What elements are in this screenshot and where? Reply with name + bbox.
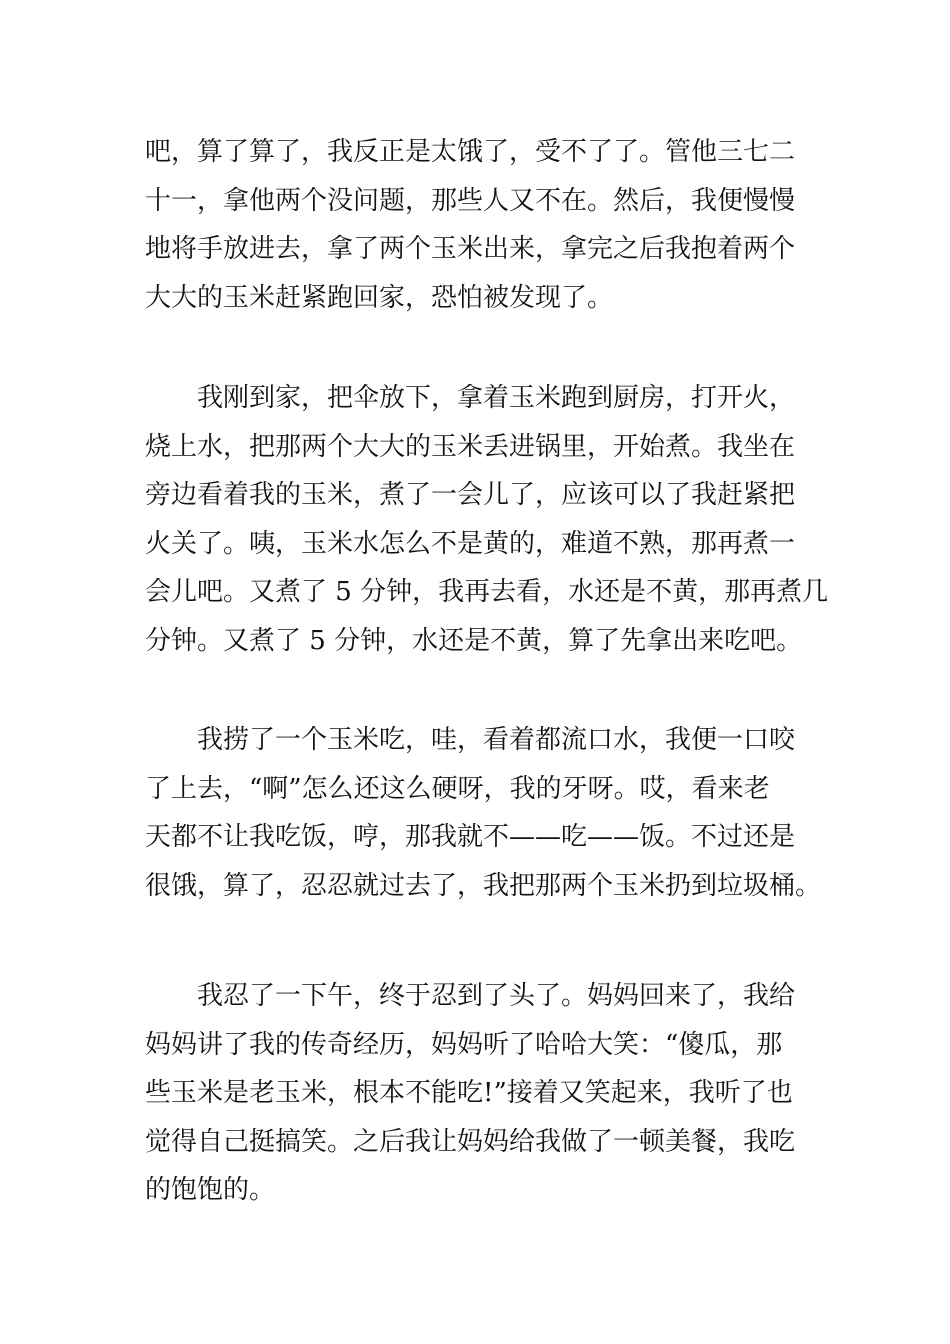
paragraph-3	[145, 716, 822, 910]
text-line: 天都不让我吃饭，哼，那我就不——吃——饭。不过还是	[145, 822, 796, 852]
text-line: 十一，拿他两个没问题，那些人又不在。然后，我便慢慢	[145, 185, 796, 216]
text-line: 些玉米是老玉米，根本不能吃!”接着又笑起来，我听了也	[145, 1078, 793, 1108]
text-line: 妈妈讲了我的传奇经历，妈妈听了哈哈大笑：“傻瓜，那	[145, 1029, 783, 1060]
paragraph-1	[145, 128, 809, 322]
paragraph-2	[145, 374, 829, 665]
paragraph-4	[145, 972, 809, 1215]
text-line: 的饱饱的。	[145, 1175, 276, 1205]
text-line: 吧，算了算了，我反正是太饿了，受不了了。管他三七二	[145, 137, 796, 167]
text-line: 烧上水，把那两个大大的玉米丢进锅里，开始煮。我坐在	[145, 431, 796, 462]
text-line: 地将手放进去，拿了两个玉米出来，拿完之后我抱着两个	[145, 234, 796, 264]
text-line: 觉得自己挺搞笑。之后我让妈妈给我做了一顿美餐，我吃	[145, 1126, 796, 1157]
text-line: 会儿吧。又煮了 5 分钟，我再去看，水还是不黄，那再煮几	[145, 577, 829, 607]
text-line: 了上去，“啊”怎么还这么硬呀，我的牙呀。哎，看来老	[145, 773, 770, 804]
text-line: 火关了。咦，玉米水怎么不是黄的，难道不熟，那再煮一	[145, 528, 796, 559]
text-line: 分钟。又煮了 5 分钟，水还是不黄，算了先拿出来吃吧。	[145, 625, 803, 656]
text-line: 我捞了一个玉米吃，哇，看着都流口水，我便一口咬	[197, 725, 796, 755]
text-line: 大大的玉米赶紧跑回家，恐怕被发现了。	[145, 282, 614, 313]
text-line: 我忍了一下午，终于忍到了头了。妈妈回来了，我给	[197, 981, 796, 1011]
text-line: 我刚到家，把伞放下，拿着玉米跑到厨房，打开火，	[197, 383, 796, 413]
text-line: 旁边看着我的玉米，煮了一会儿了，应该可以了我赶紧把	[145, 480, 796, 510]
text-line: 很饿，算了，忍忍就过去了，我把那两个玉米扔到垃圾桶。	[145, 870, 822, 901]
